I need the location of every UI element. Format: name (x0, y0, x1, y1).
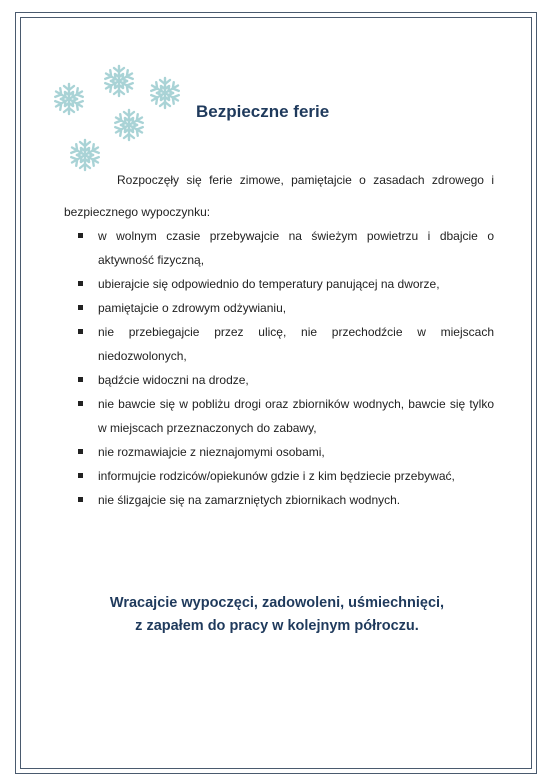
list-item-text: nie ślizgajcie się na zamarzniętych zbiornikach wodnych. (98, 493, 401, 507)
closing-message (40, 592, 514, 638)
snowflake-icon (102, 64, 136, 98)
bullet-icon (78, 401, 83, 406)
snowflake-icon (52, 82, 86, 116)
list-item (78, 320, 494, 368)
list-item-text: nie przebiegajcie przez ulicę, nie przechodźcie w miejscach niedozwolonych, (98, 325, 494, 363)
list-item-text: nie rozmawiajcie z nieznajomymi osobami, (98, 445, 325, 459)
list-item (78, 464, 494, 488)
list-item (78, 488, 494, 512)
list-item-text: ubierajcie się odpowiednio do temperatury panującej na dworze, (98, 277, 440, 291)
list-item-text: bądźcie widoczni na drodze, (98, 373, 249, 387)
list-item (78, 272, 494, 296)
bullet-icon (78, 329, 83, 334)
bullet-icon (78, 377, 83, 382)
list-item (78, 440, 494, 464)
list-item (78, 224, 494, 272)
list-item-text: pamiętajcie o zdrowym odżywianiu, (98, 301, 287, 315)
snowflake-icon (148, 76, 182, 110)
list-item-text: nie bawcie się w pobliżu drogi oraz zbiorników wodnych, bawcie się tylko w miejscach przeznaczonych do zabawy, (98, 397, 494, 435)
rules-list (78, 224, 494, 512)
list-item-text: informujcie rodziców/opiekunów gdzie i z kim będziecie przebywać, (98, 469, 455, 483)
bullet-icon (78, 449, 83, 454)
bullet-icon (78, 305, 83, 310)
list-item (78, 368, 494, 392)
bullet-icon (78, 497, 83, 502)
intro-paragraph: Rozpoczęły się ferie zimowe, pamiętajcie o zasadach zdrowego i bezpiecznego wypoczynku: (64, 173, 494, 219)
snowflake-decoration (50, 62, 190, 178)
page-title: Bezpieczne ferie (196, 102, 330, 121)
bullet-icon (78, 233, 83, 238)
closing-line-1: Wracajcie wypoczęci, zadowoleni, uśmiechnięci, (109, 595, 445, 611)
snowflake-icon (112, 108, 146, 142)
bullet-icon (78, 281, 83, 286)
bullet-icon (78, 473, 83, 478)
list-item (78, 392, 494, 440)
list-item-text: w wolnym czasie przebywajcie na świeżym powietrzu i dbajcie o aktywność fizyczną, (98, 229, 494, 267)
closing-line-2: z zapałem do pracy w kolejnym półroczu. (135, 618, 419, 634)
list-item (78, 296, 494, 320)
